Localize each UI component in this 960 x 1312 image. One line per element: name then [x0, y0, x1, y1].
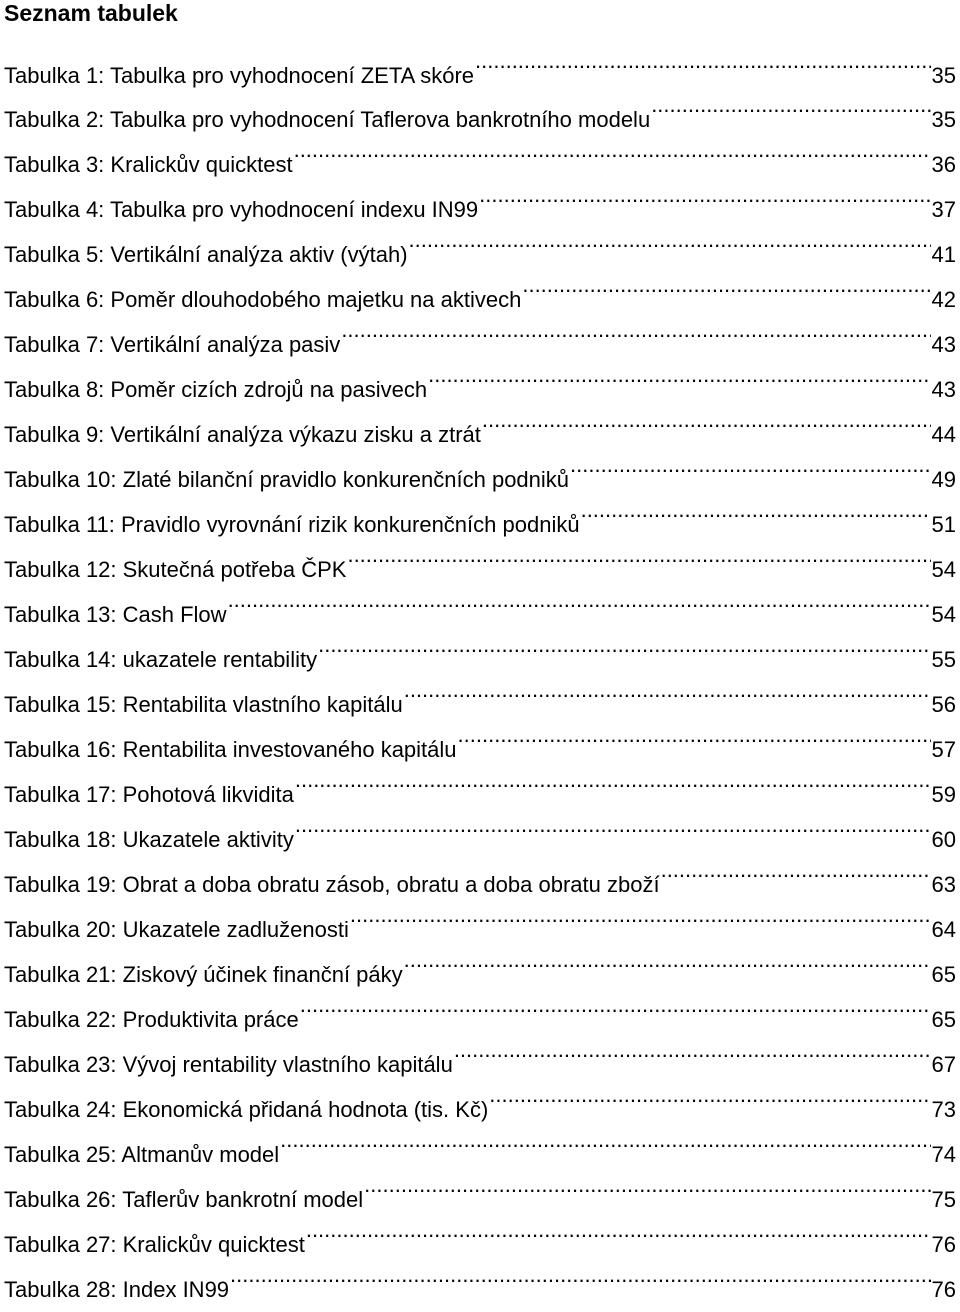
- entry-page-number: 65: [931, 1007, 956, 1032]
- entry-page-number: 73: [931, 1097, 956, 1122]
- entry-title: Tabulka 13: Cash Flow: [4, 602, 227, 627]
- dot-leader: [364, 1162, 930, 1207]
- entry-title: Tabulka 26: Taflerův bankrotní model: [4, 1187, 364, 1212]
- dot-leader: [228, 577, 931, 622]
- entry-title: Tabulka 17: Pohotová likvidita: [4, 782, 294, 807]
- entry-title: Tabulka 16: Rentabilita investovaného kapitálu: [4, 737, 457, 762]
- entry-page-number: 56: [931, 692, 956, 717]
- entry-title: Tabulka 5: Vertikální analýza aktiv (výtah): [4, 242, 408, 267]
- entry-page-number: 43: [931, 332, 956, 357]
- entry-title: Tabulka 24: Ekonomická přidaná hodnota (tis. Kč): [4, 1097, 489, 1122]
- entry-page-number: 41: [931, 242, 956, 267]
- entry-title: Tabulka 1: Tabulka pro vyhodnocení ZETA skóre: [4, 63, 475, 88]
- table-list-entry[interactable]: [4, 38, 956, 88]
- entry-title: Tabulka 23: Vývoj rentability vlastního kapitálu: [4, 1052, 453, 1077]
- entry-page-number: 43: [931, 377, 956, 402]
- document-page: [4, 0, 956, 1302]
- dot-leader: [294, 127, 931, 172]
- entry-page-number: 35: [931, 63, 956, 88]
- entry-title: Tabulka 20: Ukazatele zadluženosti: [4, 917, 349, 942]
- entry-page-number: 49: [931, 467, 956, 492]
- entry-page-number: 54: [931, 602, 956, 627]
- entry-title: Tabulka 25: Altmanův model: [4, 1142, 280, 1167]
- entry-title: Tabulka 3: Kralickův quicktest: [4, 152, 293, 177]
- entry-page-number: 63: [931, 872, 956, 897]
- dot-leader: [280, 1117, 930, 1162]
- entry-page-number: 60: [931, 827, 956, 852]
- dot-leader: [300, 982, 931, 1027]
- entry-page-number: 74: [931, 1142, 956, 1167]
- dot-leader: [570, 442, 930, 487]
- dot-leader: [651, 82, 930, 127]
- entry-title: Tabulka 21: Ziskový účinek finanční páky: [4, 962, 403, 987]
- entry-page-number: 65: [931, 962, 956, 987]
- entry-page-number: 76: [931, 1232, 956, 1257]
- entry-title: Tabulka 19: Obrat a doba obratu zásob, obratu a doba obratu zboží: [4, 872, 660, 897]
- dot-leader: [661, 847, 931, 892]
- page-title: Seznam tabulek: [4, 0, 178, 26]
- dot-leader: [347, 532, 930, 577]
- entry-title: Tabulka 9: Vertikální analýza výkazu zisku a ztrát: [4, 422, 481, 447]
- dot-leader: [482, 397, 931, 442]
- dot-leader: [479, 172, 930, 217]
- entry-title: Tabulka 6: Poměr dlouhodobého majetku na aktivech: [4, 287, 522, 312]
- dot-leader: [454, 1027, 931, 1072]
- entry-title: Tabulka 2: Tabulka pro vyhodnocení Taflerova bankrotního modelu: [4, 107, 651, 132]
- entry-page-number: 35: [931, 107, 956, 132]
- entry-page-number: 57: [931, 737, 956, 762]
- dot-leader: [318, 622, 930, 667]
- entry-page-number: 75: [931, 1187, 956, 1212]
- dot-leader: [295, 802, 931, 847]
- dot-leader: [489, 1072, 930, 1117]
- entry-page-number: 54: [931, 557, 956, 582]
- dot-leader: [404, 667, 931, 712]
- dot-leader: [409, 217, 931, 262]
- dot-leader: [341, 307, 930, 352]
- entry-title: Tabulka 27: Kralickův quicktest: [4, 1232, 305, 1257]
- entry-page-number: 42: [931, 287, 956, 312]
- entry-page-number: 55: [931, 647, 956, 672]
- entry-title: Tabulka 7: Vertikální analýza pasiv: [4, 332, 341, 357]
- entry-page-number: 67: [931, 1052, 956, 1077]
- entry-title: Tabulka 18: Ukazatele aktivity: [4, 827, 294, 852]
- entry-title: Tabulka 12: Skutečná potřeba ČPK: [4, 557, 347, 582]
- entry-page-number: 76: [931, 1277, 956, 1302]
- entry-title: Tabulka 15: Rentabilita vlastního kapitálu: [4, 692, 403, 717]
- entry-title: Tabulka 8: Poměr cizích zdrojů na pasivech: [4, 377, 428, 402]
- dot-leader: [306, 1207, 931, 1252]
- dot-leader: [458, 712, 931, 757]
- dot-leader: [475, 38, 931, 83]
- dot-leader: [350, 892, 931, 937]
- dot-leader: [581, 487, 931, 532]
- entry-page-number: 59: [931, 782, 956, 807]
- dot-leader: [404, 937, 931, 982]
- entry-page-number: 36: [931, 152, 956, 177]
- entry-page-number: 51: [931, 512, 956, 537]
- entry-title: Tabulka 28: Index IN99: [4, 1277, 230, 1302]
- entry-page-number: 44: [931, 422, 956, 447]
- entry-page-number: 64: [931, 917, 956, 942]
- dot-leader: [522, 262, 930, 307]
- entry-title: Tabulka 11: Pravidlo vyrovnání rizik konkurenčních podniků: [4, 512, 580, 537]
- entry-title: Tabulka 10: Zlaté bilanční pravidlo konkurenčních podniků: [4, 467, 570, 492]
- entry-page-number: 37: [931, 197, 956, 222]
- dot-leader: [428, 352, 930, 397]
- entry-title: Tabulka 22: Produktivita práce: [4, 1007, 299, 1032]
- entry-title: Tabulka 14: ukazatele rentability: [4, 647, 318, 672]
- table-list: [4, 38, 956, 1302]
- dot-leader: [295, 757, 931, 802]
- entry-title: Tabulka 4: Tabulka pro vyhodnocení indexu IN99: [4, 197, 479, 222]
- dot-leader: [230, 1252, 930, 1297]
